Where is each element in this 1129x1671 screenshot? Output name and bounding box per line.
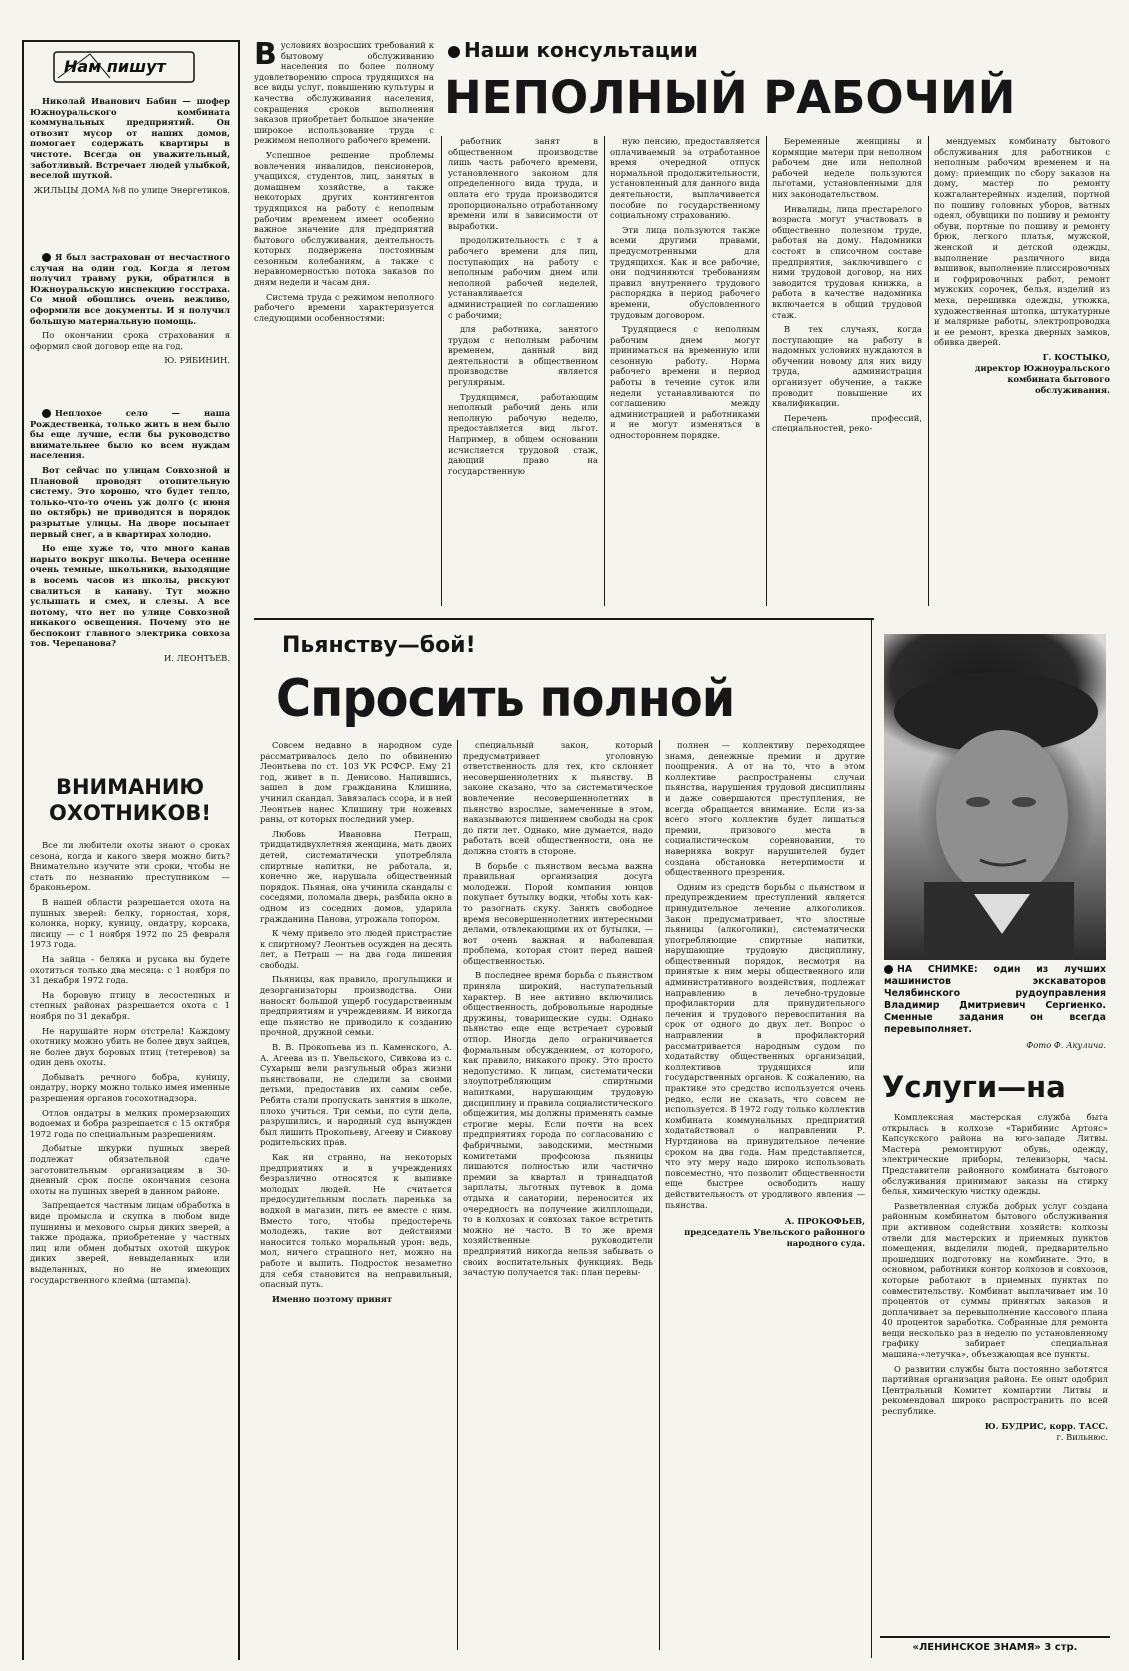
footer-rule (880, 1636, 1110, 1638)
photo-caption-lead: НА СНИМКЕ: (897, 964, 978, 975)
services-para-1: Комплексная мастерская служба быта открылась в колхозе «Тарибинис Артояс» Капсукского района на юго-западе Литвы. Мастера ремонтируют обувь, одежду, электрические приборы, телевизоры, часы. Представители районного комбината бытового обслуживания принимают заказы на стирку белья, химическую чистку одежды. (882, 1112, 1108, 1197)
drink-col3-para-2: Одним из средств борьбы с пьянством и предупреждением преступлений является принудительное лечение алкоголиков. Закон предусматривает, что злостные пьяницы (алкоголики), систематически употребляющие спиртные напитки, нарушающие трудовую дисциплину, общественный порядок, несмотря на принятые к ним меры общественного или административного воздействия, подлежат направлению в лечебно-трудовые профилактории для принудительного лечения и трудового перевоспитания на срок от одного до двух лет. Вопрос о направлении в профилакторий рассматривается народным судом по ходатайству общественных организаций, коллективов трудящихся или государственных органов. К сожалению, на практике это средство используется очень редко, если не сказать, что совсем не используется. В 1972 году только коллектив комбината коммунальных предприятий ходатайствовал о направлении Р. Нуртдинова на принудительное лечение сроком на два года. Нам представляется, что эту меру надо широко использовать повсеместно, что позволит общественности еще быстрее освободить нашу действительность от уродливого явления — пьянства. (665, 881, 865, 1210)
drink-col2-para-3: В последнее время борьба с пьянством приняла широкий, наступательный характер. В нее активно включились общественность, добровольные народные дружины, товарищеские суды. Однако пьянство еще еще встречает суровый отпор. Иногда дело ограничивается формальным обсуждением, от которого, как правило, никакого проку. Это просто недопустимо. К лицам, систематически злоупотребляющим спиртными напитками, нарушающим трудовую дисциплину и правила социалистического общежития, мы должны применять самые строгие меры. Если почти на всех предприятиях города по согласованию с фабричными, заводскими, местными комитетами профсоюза пьяницы лишаются полностью или частично премии за квартал и тринадцатой зарплаты, льготных путевок в дома отдыха и санатории, переносится их очередность на получение жилплощади, то в колхозах и совхозах такое встретить можно не часто. В то же время хозяйственные руководители предприятий никогда нельзя забывать о своих воспитательных функциях. Ведь зачастую получается так: план перевы- (463, 970, 653, 1278)
drink-col1-para-5: В. В. Прокопьева из п. Каменского, А. А. Агеева из п. Увельского, Сивкова из с. Сухарыш вели разгульный образ жизни пьянствовали, не следили за своими детьми, предоставив их самим себе. Ребята стали пропускать занятия в школе, плохо учиться. Три семьи, по сути дела, разрушились, и народный суд вынужден был лишить Прокопьеву, Агееву и Сивкову родительских прав. (260, 1042, 452, 1148)
drink-col2-para-1: специальный закон, который предусматривает уголовную ответственность для тех, кто склоняет несовершеннолетних к пьянству. В законе сказано, что за систематическое вовлечение несовершеннолетних в пьянство взрослые, замеченные в этом, наказываются лишением свободы на срок до пяти лет. Однако, мне думается, надо работать всей общественности, она не должна стоять в стороне. (463, 740, 653, 856)
consult-col1-para-3: Система труда с режимом неполного рабочего времени характеризуется следующими особенностями: (254, 291, 434, 323)
hunters-para-4: На боровую птицу в лесостепных и степных районах разрешается охота с 1 ноября по 31 декабря. (30, 989, 230, 1021)
drink-kicker: Пьянству—бой! (282, 633, 476, 658)
hunters-para-2: В нашей области разрешается охота на пушных зверей: белку, горностая, хоря, колонка, норку, куницу, ондатру, корсака, лисицу — с 1 ноября 1972 по 25 февраля 1973 года. (30, 896, 230, 950)
consult-col4-para-4: Перечень профессий, специальностей, реко- (772, 412, 922, 434)
hunters-para-9: Запрещается частным лицам обработка в виде промысла и скупка в любом виде пушнины и мехового сырья диких зверей, а также продажа, приобретение у частных лиц или обмен добытых охотой шкурок диких зверей, невыделанных или выделанных, но не имеющих государственного клейма (штампа). (30, 1200, 230, 1285)
right-column-divider (871, 618, 872, 1658)
drink-signature-name: А. ПРОКОФЬЕВ, (784, 1216, 865, 1227)
photo-caption-text: один из лучших машинистов экскаваторов Челябинского рудоуправления Владимир Дмитриевич Сергиенко. Сменные задания он всегда перевыполняет. (884, 964, 1106, 1035)
logo-text: Нам пишут (64, 57, 166, 76)
consult-divider-4 (928, 136, 929, 606)
consult-signature-role: директор Южноуральского комбината бытового обслуживания. (974, 362, 1110, 395)
drink-column-1 (260, 740, 452, 1660)
footer-paper-name: «ЛЕНИНСКОЕ ЗНАМЯ» (912, 1642, 1041, 1653)
bullet-icon (42, 409, 51, 418)
consult-bottom-rule (254, 618, 874, 620)
photo-credit: Фото Ф. Акулича. (1026, 1040, 1106, 1050)
footer-page-number: 3 стр. (1044, 1642, 1078, 1653)
drink-divider-1 (457, 740, 458, 1650)
nam-pishut-logo (50, 48, 200, 88)
drink-signature-role: председатель Увельского районного народного суда. (684, 1227, 865, 1249)
letter-babin (30, 96, 230, 256)
consult-divider-3 (766, 136, 767, 606)
letter-ryabinin-para-2: По окончании срока страхования я оформил свой договор еще на год. (30, 330, 230, 351)
services-signature: Ю. БУДРИС, корр. ТАСС. (984, 1420, 1108, 1431)
hunters-article (30, 840, 230, 1660)
consult-signature (934, 352, 1110, 396)
bullet-icon (448, 46, 460, 58)
consult-column-2 (448, 136, 598, 610)
drink-col1-para-3: К чему привело это людей пристрастие к спиртному? Леонтьев осужден на десять лет, а Петраш — на два года лишения свободы. (260, 928, 452, 970)
letter-leontiev-para-3: Но еще хуже то, что много канав нарыто вокруг школы. Вечера осенние очень темные, школьники, выходящие в восемь часов из школы, рискуют свалиться в канаву. Тут можно услышать и смех, и слезы. А все потому, что нет по улице Совхозной никакого освещения. Почему это не беспокоит главного электрика совхоза тов. Черепанова? (30, 543, 230, 649)
drink-col1-para-1: Совсем недавно в народном суде рассматривалось дело по обвинению Леонтьева по ст. 103 УК РСФСР. Ему 21 год, живет в п. Денисово. Напившись, зашел в дом гражданина Клишина, учинил скандал. Завязалась ссора, и в ней Леонтьев нанес Клишину три ножевых раны, от которых последний умер. (260, 740, 452, 825)
logo-graphic (50, 48, 200, 88)
hunters-para-3: На зайца - беляка и русака вы будете охотиться только два месяца: с 1 ноября по 31 декабря 1972 года. (30, 953, 230, 986)
consult-headline: НЕПОЛНЫЙ РАБОЧИЙ (444, 71, 1016, 124)
services-headline: Услуги—на (882, 1070, 1066, 1104)
hunters-para-6: Добывать речного бобра, куницу, ондатру, норку можно только имея именные разрешения органов госохотнадзора. (30, 1071, 230, 1104)
consult-col4-para-3: В тех случаях, когда поступающие на работу в надомных условиях нуждаются в обучении новому для них виду труда, администрация организует обучение, а также проводит повышение их квалификации. (772, 324, 922, 409)
consult-col2-para-4: Трудящимся, работающим неполный рабочий день или неполную рабочую неделю, предоставляется вид льгот. Например, в общем основании исчисляется трудовой стаж, дающий право на государственную (448, 391, 598, 476)
letter-ryabinin (30, 252, 230, 412)
letter-babin-signature: ЖИЛЬЦЫ ДОМА №8 по улице Энергетиков. (33, 184, 230, 195)
drink-col1-para-2: Любовь Ивановна Петраш, тридцатидвухлетняя женщина, мать двоих детей, систематически употребляла спиртные напитки, не работала, и, конечно же, нарушала общественный порядок. Пьяная, она учинила скандалы с соседями, поломала дверь, разбила окно в одном из соседних домов, ударила гражданина Панова, угрожала топором. (260, 828, 452, 924)
hunters-heading (30, 774, 230, 834)
consult-column-4 (772, 136, 922, 610)
letter-leontiev-signature: И. ЛЕОНТЬЕВ. (163, 653, 230, 664)
left-column-divider (238, 40, 240, 1660)
services-article (882, 1112, 1108, 1632)
hunters-para-7: Отлов ондатры в мелких промерзающих водоемах и бобра разрешается с 15 октября 1972 года по специальным разрешениям. (30, 1107, 230, 1139)
photo-excavator-operator (884, 634, 1106, 960)
consult-column-3 (610, 136, 760, 610)
consult-col1-para-1: условиях возросших требований к бытовому обслуживанию населения по более полному удовлетворению спроса трудящихся на все виды услуг, повышению культуры и качества обслуживания населения, сокращения сроков выполнения заказов приобретает большое значение широкое использование труда с режимом неполного рабочего времени. (254, 40, 434, 146)
letter-leontiev (30, 408, 230, 768)
letter-ryabinin-signature: Ю. РЯБИНИН. (164, 355, 230, 366)
consult-column-1 (254, 40, 434, 610)
services-city: г. Вильнюс. (1056, 1431, 1108, 1442)
hunters-para-5: Не нарушайте норм отстрела! Каждому охотнику можно убить не более двух зайцев, не более двух боровых птиц (тетеревов) за один день охоты. (30, 1025, 230, 1068)
consult-col1-para-2: Успешное решение проблемы вовлечения инвалидов, пенсионеров, учащихся, студентов, лиц, занятых в домашнем хозяйстве, а также некоторых других контингентов трудящихся на работу с неполным рабочим временем имеет особенно важное значение для предприятий бытового обслуживания, деятельность которых подвержена постоянным сезонным колебаниям, а также с неравномерностью потока заказов по дням недели и часам дня. (254, 149, 434, 288)
drink-column-2 (463, 740, 653, 1660)
consult-col3-para-3: Трудящиеся с неполным рабочим днем могут приниматься на временную или сезонную работу. Норма рабочего времени и период работы в течение суток или недели устанавливаются по соглашению между администрацией и работниками и не могут изменяться в одностороннем порядке. (610, 324, 760, 441)
letter-leontiev-para-1: Неплохое село — наша Рождественка, только жить в нем было бы еще лучше, если бы руководство внимательнее было ко всем нуждам населения. (30, 408, 230, 461)
hunters-title-line-2: ОХОТНИКОВ! (49, 801, 211, 825)
drink-signature (665, 1216, 865, 1249)
drink-col2-para-2: В борьбе с пьянством весьма важна правильная организация досуга молодежи. Порой компания юнцов покупает бутылку водки, чтобы хоть как-то разогнать скуку. Занять свободное время несовершеннолетних интересными делами, отвлекающими их от бутылки, — вот очень важная и наболевшая проблема, которая стоит перед нашей общественностью. (463, 860, 653, 966)
left-top-rule (22, 40, 240, 42)
drink-col1-para-7: Именно поэтому принят (272, 1293, 393, 1304)
consult-col2-para-3: для работника, занятого трудом с неполным рабочим временем, данный вид деятельности в общественном производстве является регулярным. (448, 324, 598, 388)
consult-kicker (448, 36, 808, 64)
consult-col2-para-1: работник занят в общественном производстве лишь часть рабочего времени, установленного законом для определенного вида труда, и оплата его труда производится пропорционально отработанному времени или в зависимости от выработки. (448, 136, 598, 231)
letter-babin-para: Николай Иванович Бабин — шофер Южноуральского комбината коммунальных предприятий. Он отвозит мусор от наших домов, помогает содержать квартиры в чистоте. Всегда он уважительный, заботливый. Встречает людей улыбкой, веселой шуткой. (30, 96, 230, 181)
hunters-title-line-1: ВНИМАНИЮ (55, 775, 205, 799)
drink-col3-para-1: полнен — коллективу переходящее знамя, денежные премии и другие поощрения. А от на то, что в этом коллективе распространены случаи пьянства, нарушения трудовой дисциплины и даже совершаются преступления, не всегда обращается внимание. Если из-за всего этого коллектив будет лишаться премии, призового места в социалистическом соревновании, то наверняка вокруг нарушителей будет создана обстановка нетерпимости и общественного презрения. (665, 740, 865, 878)
consult-dropcap: В (254, 40, 277, 72)
consult-kicker-text: Наши консультации (464, 38, 698, 62)
hunters-para-1: Все ли любители охоты знают о сроках сезона, когда и какого зверя можно бить? Внимательно изучите эти сроки, чтобы не стать по незнанию преступником —браконьером. (30, 840, 230, 893)
letter-ryabinin-para-1: Я был застрахован от несчастного случая на один год. Когда я летом получил травму руки, обратился в Южноуральскую инспекцию госстраха. Со мной обошлись очень вежливо, оформили все документы. И я получил большую материальную помощь. (30, 252, 230, 326)
services-para-2: Разветвленная служба добрых услуг создана районным комбинатом бытового обслуживания при активном содействии хозяйств: колхозы отвели для мастерских и приемных пунктов помещения, выделили людей, предварительно прошедших подготовку на комбинате. Это, в основном, работники контор колхозов и совхозов, которые работают в приемных пунктах по совместительству. Комбинат выплачивает им 10 процентов от суммы принятых заказов и доплачивает за перевыполнение кассового плана 40 процентов заработка. Собранные для ремонта вещи несколько раз в неделю по установленному графику забирает специальная машина-«летучка», объезжающая все пункты. (882, 1200, 1108, 1360)
photo-caption (884, 964, 1106, 1060)
drink-headline: Спросить полной (276, 669, 735, 729)
drink-col1-para-6: Как ни странно, на некоторых предприятиях и в учреждениях безразлично относятся к выпивке молодых людей. Не считается предосудительным послать паренька за водкой в магазин, пить ее вместе с ним. Вместо того, чтобы предостеречь молодежь, такие вот действиями наносится только моральный урон: ведь, мол, ничего страшного нет, можно на работе и выпить. Подросток незаметно для себя становится на неправильный, опасный путь. (260, 1151, 452, 1290)
consult-divider-1 (441, 136, 442, 606)
consult-col3-para-1: ную пенсию, предоставляется оплачиваемый за отработанное время очередной отпуск нормальной продолжительности, установленный для данного вида деятельности, выплачивается пособие по государственному социальному страхованию. (610, 136, 760, 221)
services-para-3: О развитии службы быта постоянно заботятся партийная организация района. Ее опыт одобрил Центральный Комитет компартии Литвы и рекомендовал широко распространить по всей республике. (882, 1363, 1108, 1417)
drink-col1-para-4: Пьяницы, как правило, прогульщики и дезорганизаторы производства. Они наносят большой ущерб государственным предприятиям и учреждениям. И никогда еще пьянство не приводило к созданию прочной, дружной семьи. (260, 974, 452, 1038)
consult-col2-para-2: продолжительность с т а рабочего времени для лиц, поступающих на работу с неполным рабочим днем или неполной рабочей неделей, устанавливается администрацией по соглашению с рабочими; (448, 235, 598, 320)
drink-divider-2 (659, 740, 660, 1650)
left-border-line (22, 40, 24, 1660)
consult-col3-para-2: Эти лица пользуются также всеми другими правами, предусмотренными для трудящихся. Как и все рабочие, они подчиняются требованиям правил внутреннего трудового распорядка в период рабочего времени, обусловленного трудовым договором. (610, 224, 760, 320)
bullet-icon (42, 253, 51, 262)
consult-col5-para-1: мендуемых комбинату бытового обслуживания для работников с неполным рабочим временем и на дому: приемщик по сбору заказов на дому, мастер по ремонту кожгалантерейных изделий, портной по пошиву головных уборов, ватных одеял, обувщики по пошиву и ремонту обуви, портные по пошиву и ремонту брюк, легкого платья, мужской, женской и детской одежды, выполнение различного вида вышивок, выполнение плиссировочных и гофрировочных работ, ремонт мужских сорочек, белья, изделий из меха, перешивка одежды, утюжка, художественная штопка, штукатурные и малярные работы, электропроводка и ее ремонт, врезка дверных замков, обивка дверей. (934, 136, 1110, 348)
consult-col4-para-1: Беременные женщины и кормящие матери при неполном рабочем дне или неполной рабочей неделе пользуются льготами, установленными для них законодательством. (772, 136, 922, 199)
bullet-icon (884, 965, 893, 974)
letter-leontiev-para-2: Вот сейчас по улицам Совхозной и Плановой проводят отопительную систему. Это хорошо, что будет тепло, только-что-то очень уж долго (с июня по октябрь) не приводятся в порядок разрытые улицы. На дворе посыпает первый снег, а в квартирах холодно. (30, 464, 230, 539)
page-footer (880, 1642, 1110, 1662)
consult-signature-name: Г. КОСТЫКО, (1042, 351, 1110, 362)
consult-divider-2 (604, 136, 605, 606)
portrait-graphic (884, 634, 1106, 960)
consult-col4-para-2: Инвалиды, лица престарелого возраста могут участвовать в общественно полезном труде, работая на дому. Надомники состоят в списочном составе предприятия, заключившего с ними трудовой договор, на них заводится трудовая книжка, а работа в качестве надомника включается в общий трудовой стаж. (772, 203, 922, 320)
services-signature-block (882, 1421, 1108, 1443)
hunters-para-8: Добытые шкурки пушных зверей подлежат обязательной сдаче заготовительным организациям в 30-дневный срок после окончания сезона охоты на пушных зверей в данном районе. (30, 1143, 230, 1196)
drink-column-3 (665, 740, 865, 1660)
consult-column-5 (934, 136, 1110, 610)
